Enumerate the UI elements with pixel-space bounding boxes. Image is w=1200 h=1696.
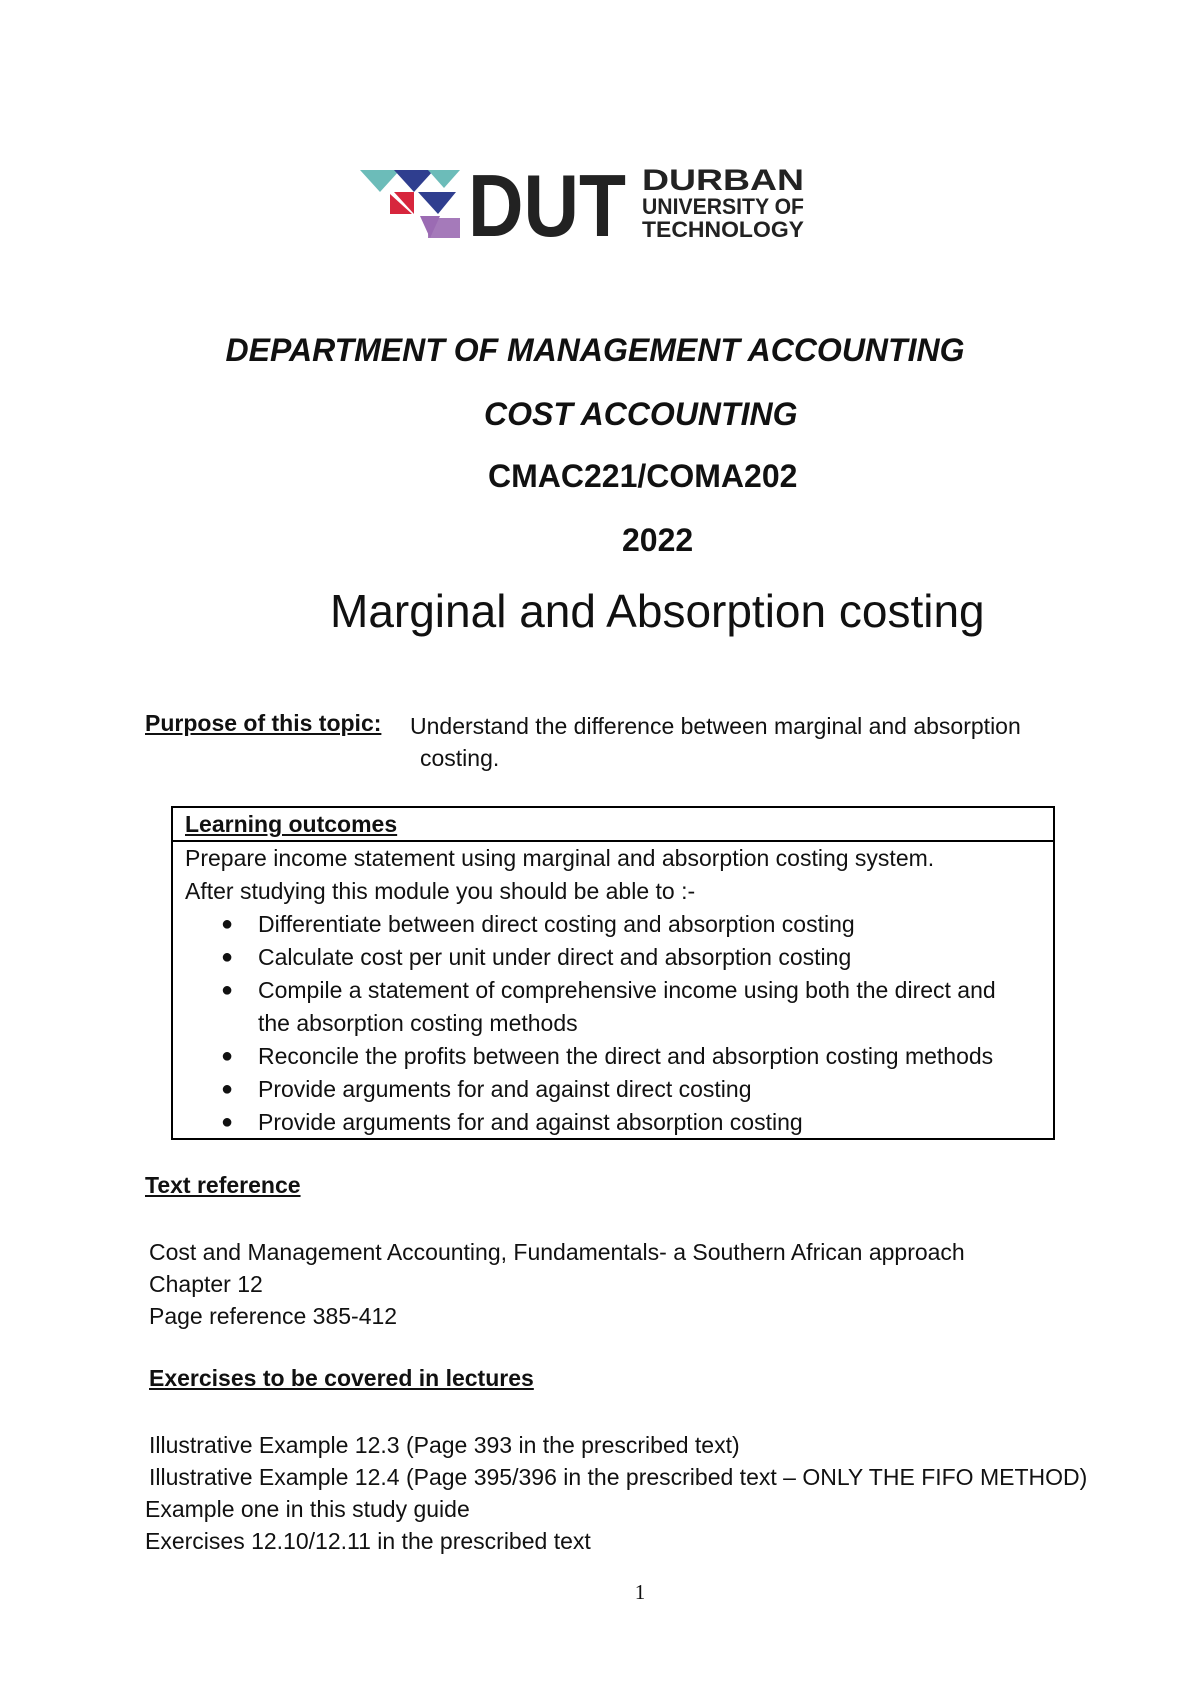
exercise-line: Exercises 12.10/12.11 in the prescribed text — [145, 1528, 591, 1554]
learning-outcomes-heading: Learning outcomes — [173, 808, 1053, 842]
text-reference-line: Cost and Management Accounting, Fundamentals- a Southern African approach — [149, 1239, 965, 1265]
text-reference-label: Text reference — [145, 1172, 301, 1198]
department-heading: DEPARTMENT OF MANAGEMENT ACCOUNTING — [225, 332, 965, 368]
bullet-icon: ● — [221, 979, 234, 1001]
logo-line3: TECHNOLOGY — [642, 217, 805, 242]
logo-wordmark: DUT — [468, 162, 626, 242]
dut-logo — [360, 162, 820, 242]
list-item: ● Calculate cost per unit under direct and absorption costing — [185, 941, 1053, 974]
text-reference-lines — [149, 1236, 965, 1332]
list-item-continuation: the absorption costing methods — [258, 1010, 578, 1036]
bullet-icon: ● — [221, 1045, 234, 1067]
course-year: 2022 — [622, 522, 694, 558]
purpose-text-line2: costing. — [420, 745, 500, 771]
topic-title: Marginal and Absorption costing — [330, 585, 985, 637]
bullet-icon: ● — [221, 946, 234, 968]
exercise-line: Example one in this study guide — [145, 1496, 470, 1522]
logo-line1: DURBAN — [642, 164, 804, 197]
dut-logo-graphic — [360, 162, 820, 242]
text-reference-line: Chapter 12 — [149, 1271, 263, 1297]
list-item: ● Reconcile the profits between the direct and absorption costing methods — [185, 1040, 1053, 1073]
exercises-lines — [145, 1429, 1087, 1557]
exercise-line: Illustrative Example 12.4 (Page 395/396 in the prescribed text – ONLY THE FIFO METHOD) — [149, 1464, 1088, 1490]
list-item: ● Compile a statement of comprehensive income using both the direct and — [185, 974, 1053, 1007]
text-reference-line: Page reference 385-412 — [149, 1303, 398, 1329]
learning-outcomes-list — [185, 908, 1053, 1139]
page-number: 1 — [634, 1580, 646, 1604]
learning-outcomes-intro1: Prepare income statement using marginal and absorption costing system. — [185, 845, 935, 871]
exercise-line: Illustrative Example 12.3 (Page 393 in the prescribed text) — [149, 1432, 740, 1458]
bullet-icon: ● — [221, 1078, 234, 1100]
bullet-icon: ● — [221, 1111, 234, 1133]
purpose-text-line1: Understand the difference between marginal and absorption — [410, 713, 1021, 739]
course-code: CMAC221/COMA202 — [488, 458, 798, 494]
purpose-label: Purpose of this topic: — [145, 710, 382, 736]
purpose-text — [410, 710, 1070, 774]
learning-outcomes-box — [171, 806, 1055, 1140]
list-item: ● Provide arguments for and against direct costing — [185, 1073, 1053, 1106]
learning-outcomes-body — [173, 842, 1053, 1139]
exercises-label: Exercises to be covered in lectures — [149, 1365, 534, 1391]
logo-line2: UNIVERSITY OF — [642, 194, 804, 219]
list-item: ● Differentiate between direct costing and absorption costing — [185, 908, 1053, 941]
course-name: COST ACCOUNTING — [484, 396, 798, 432]
list-item: ● Provide arguments for and against absorption costing — [185, 1106, 1053, 1139]
learning-outcomes-intro2: After studying this module you should be able to :- — [185, 878, 696, 904]
bullet-icon: ● — [221, 913, 234, 935]
